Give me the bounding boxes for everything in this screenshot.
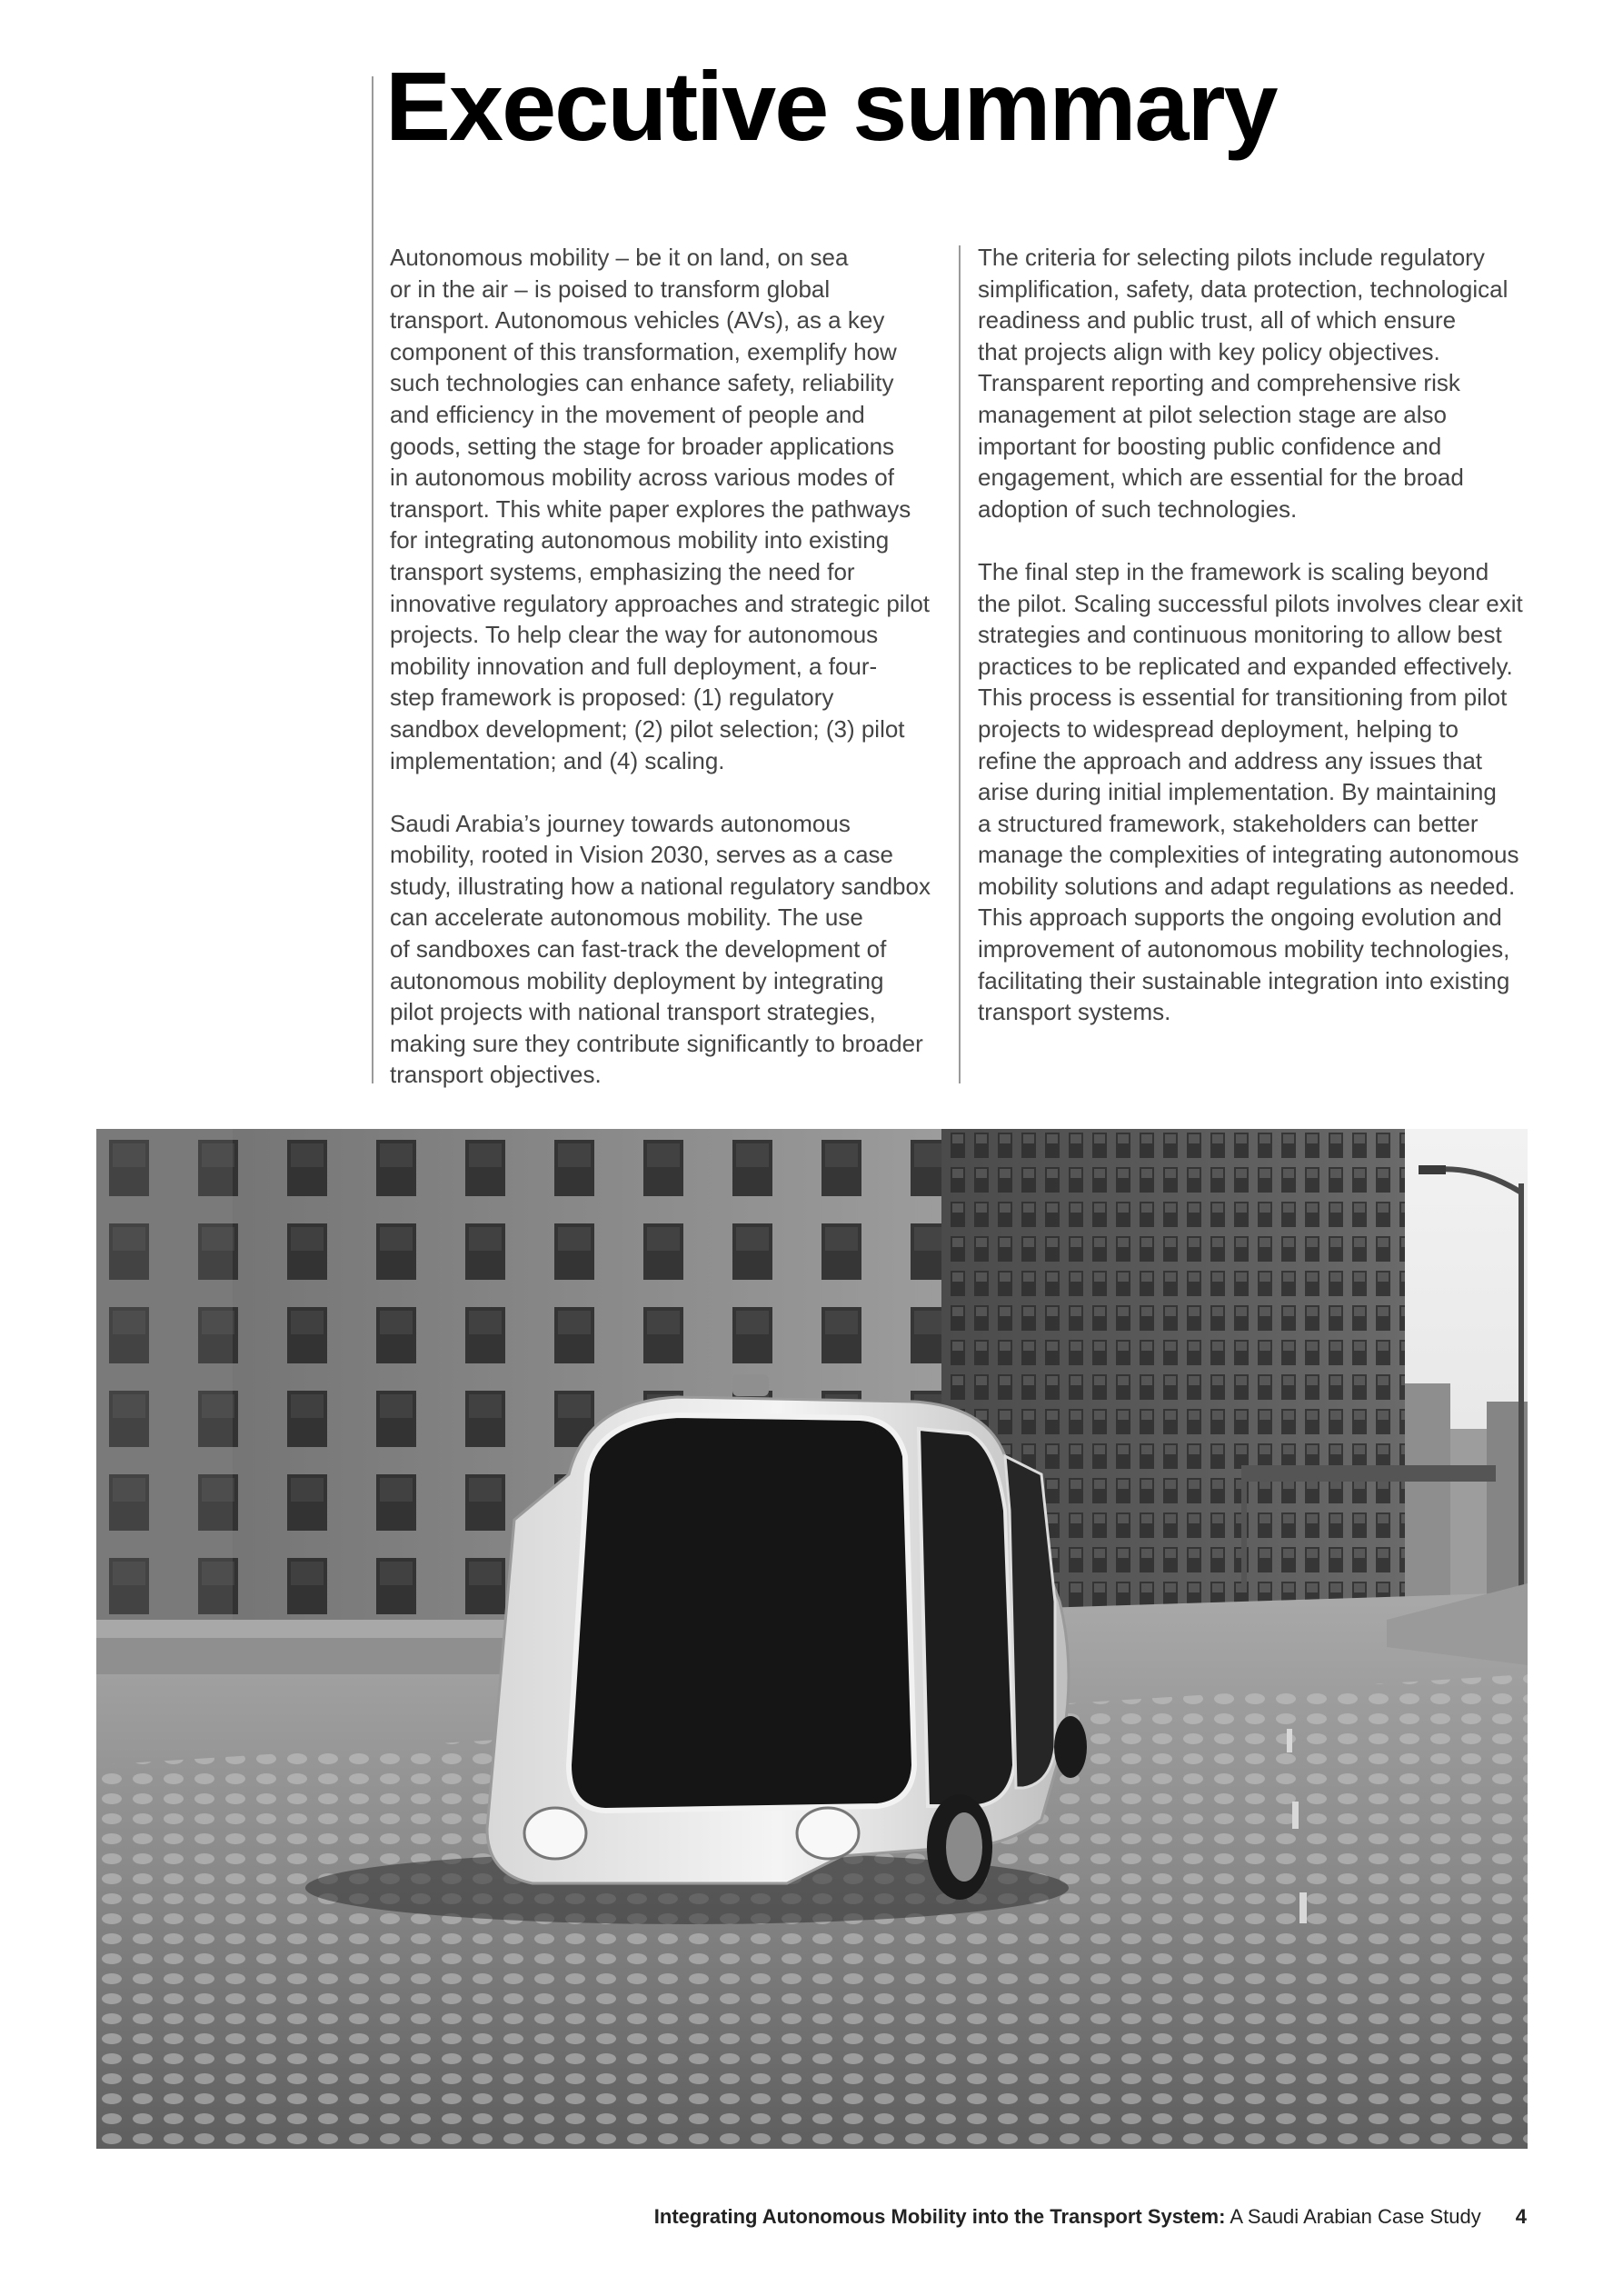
text-line: transport objectives. [390,1061,602,1089]
paragraph [390,808,953,1091]
text-line: a structured framework, stakeholders can better [978,809,1479,837]
text-line: management at pilot selection stage are also [978,400,1447,428]
text-line: important for boosting public confidence and [978,432,1442,460]
text-line: improvement of autonomous mobility technologies, [978,935,1510,963]
text-line: projects to widespread deployment, helping to [978,714,1459,743]
text-line: implementation; and (4) scaling. [390,746,725,774]
text-line: or in the air – is poised to transform global [390,275,831,303]
text-line: pilot projects with national transport strategies, [390,998,876,1026]
text-line: mobility innovation and full deployment, a four- [390,652,878,680]
left-vertical-rule [372,76,373,1083]
text-line: mobility, rooted in Vision 2030, serves as a case [390,841,893,869]
footer-title-bold: Integrating Autonomous Mobility into the Transport System: [653,2205,1226,2228]
text-line: that projects align with key policy objectives. [978,337,1440,365]
text-line: Saudi Arabia’s journey towards autonomous [390,809,851,837]
text-line: study, illustrating how a national regulatory sandbox [390,872,931,900]
text-line: readiness and public trust, all of which ensure [978,306,1457,334]
page-footer [654,2205,1527,2229]
text-line: step framework is proposed: (1) regulatory [390,684,834,712]
text-line: can accelerate autonomous mobility. The use [390,903,863,932]
text-line: the pilot. Scaling successful pilots involves clear exit [978,589,1523,617]
text-line: This process is essential for transitioning from pilot [978,684,1508,712]
text-line: innovative regulatory approaches and strategic pilot [390,589,931,617]
paragraph [978,556,1532,1028]
text-line: transport systems. [978,998,1171,1026]
text-line: and efficiency in the movement of people and [390,400,865,428]
text-line: goods, setting the stage for broader applications [390,432,895,460]
text-line: manage the complexities of integrating autonomous [978,841,1519,869]
text-line: in autonomous mobility across various modes of [390,464,894,492]
text-line: facilitating their sustainable integration into existing [978,966,1510,994]
text-line: such technologies can enhance safety, reliability [390,369,894,397]
text-line: for integrating autonomous mobility into existing [390,526,890,554]
text-line: Transparent reporting and comprehensive risk [978,369,1460,397]
paragraph [390,242,953,776]
text-line: strategies and continuous monitoring to allow best [978,621,1502,649]
text-line: mobility solutions and adapt regulations as needed. [978,872,1516,900]
text-line: refine the approach and address any issues that [978,746,1483,774]
text-line: The final step in the framework is scaling beyond [978,557,1489,585]
text-line: of sandboxes can fast-track the development of [390,935,887,963]
footer-title-rest: A Saudi Arabian Case Study [1225,2205,1481,2228]
page-number: 4 [1515,2205,1527,2228]
text-line: transport systems, emphasizing the need for [390,557,855,585]
text-line: adoption of such technologies. [978,494,1298,523]
text-line: The criteria for selecting pilots include regulatory [978,244,1485,271]
text-line: This approach supports the ongoing evolution and [978,903,1502,932]
text-line: making sure they contribute significantly to broader [390,1029,923,1057]
text-line: transport. This white paper explores the pathways [390,494,911,523]
text-line: engagement, which are essential for the broad [978,464,1464,492]
text-line: Autonomous mobility – be it on land, on sea [390,244,849,271]
column-divider-rule [959,245,961,1083]
text-line: sandbox development; (2) pilot selection; (3) pilot [390,714,905,743]
right-text-column [978,242,1532,1059]
hero-photo-autonomous-shuttle [96,1129,1528,2149]
text-line: projects. To help clear the way for autonomous [390,621,879,649]
text-line: simplification, safety, data protection, technological [978,275,1508,303]
paragraph [978,242,1532,524]
text-line: practices to be replicated and expanded effectively. [978,652,1513,680]
text-line: transport. Autonomous vehicles (AVs), as a key [390,306,885,334]
page-title: Executive summary [385,51,1277,161]
text-line: component of this transformation, exemplify how [390,337,897,365]
left-text-column [390,242,953,1123]
text-line: autonomous mobility deployment by integrating [390,966,884,994]
text-line: arise during initial implementation. By maintaining [978,778,1497,806]
